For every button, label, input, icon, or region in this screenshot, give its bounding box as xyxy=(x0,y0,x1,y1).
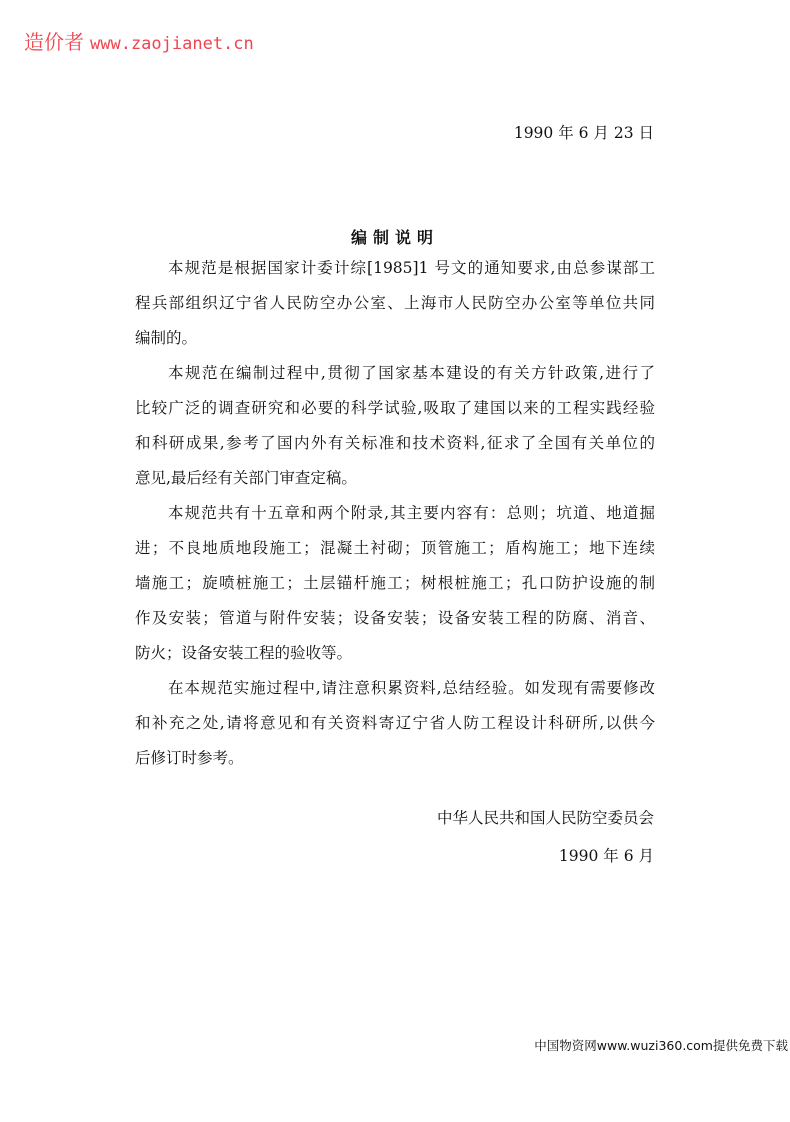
paragraph xyxy=(135,361,655,501)
paragraph xyxy=(135,501,655,676)
approval-date: 1990 年 6 月 23 日 xyxy=(513,124,654,142)
text-line: 墙施工；旋喷桩施工；土层锚杆施工；树根桩施工；孔口防护设施的制 xyxy=(135,574,655,592)
text-line: 和补充之处,请将意见和有关资料寄辽宁省人防工程设计科研所,以供今 xyxy=(135,714,655,732)
text-line: 后修订时参考。 xyxy=(135,749,244,767)
watermark-url[interactable]: www.zaojianet.cn xyxy=(90,34,254,54)
text-line: 程兵部组织辽宁省人民防空办公室、上海市人民防空办公室等单位共同 xyxy=(135,294,655,312)
text-line: 在本规范实施过程中,请注意积累资料,总结经验。如发现有需要修改 xyxy=(168,679,655,697)
paragraph xyxy=(135,676,655,781)
text-line: 编制的。 xyxy=(135,329,198,347)
watermark xyxy=(24,26,254,55)
document-body xyxy=(135,256,655,781)
text-line: 和科研成果,参考了国内外有关标准和技术资料,征求了全国有关单位的 xyxy=(135,434,655,452)
text-line: 本规范在编制过程中,贯彻了国家基本建设的有关方针政策,进行了 xyxy=(168,364,655,382)
text-line: 比较广泛的调查研究和必要的科学试验,吸取了建国以来的工程实践经验 xyxy=(135,399,655,417)
section-title: 编制说明 xyxy=(350,228,439,247)
footer-source[interactable]: 中国物资网www.wuzi360.com提供免费下载 xyxy=(534,1038,788,1053)
watermark-brand: 造价者 xyxy=(24,30,84,54)
signature-org: 中华人民共和国人民防空委员会 xyxy=(436,809,654,827)
text-line: 进；不良地质地段施工；混凝土衬砌；顶管施工；盾构施工；地下连续 xyxy=(135,539,655,557)
text-line: 意见,最后经有关部门审查定稿。 xyxy=(135,469,357,487)
paragraph xyxy=(135,256,655,361)
signature-date: 1990 年 6 月 xyxy=(558,847,654,865)
text-line: 防火；设备安装工程的验收等。 xyxy=(135,644,353,662)
text-line: 本规范是根据国家计委计综[1985]1 号文的通知要求,由总参谋部工 xyxy=(168,259,655,277)
text-line: 作及安装；管道与附件安装；设备安装；设备安装工程的防腐、消音、 xyxy=(135,609,655,627)
text-line: 本规范共有十五章和两个附录,其主要内容有：总则；坑道、地道掘 xyxy=(168,504,655,522)
